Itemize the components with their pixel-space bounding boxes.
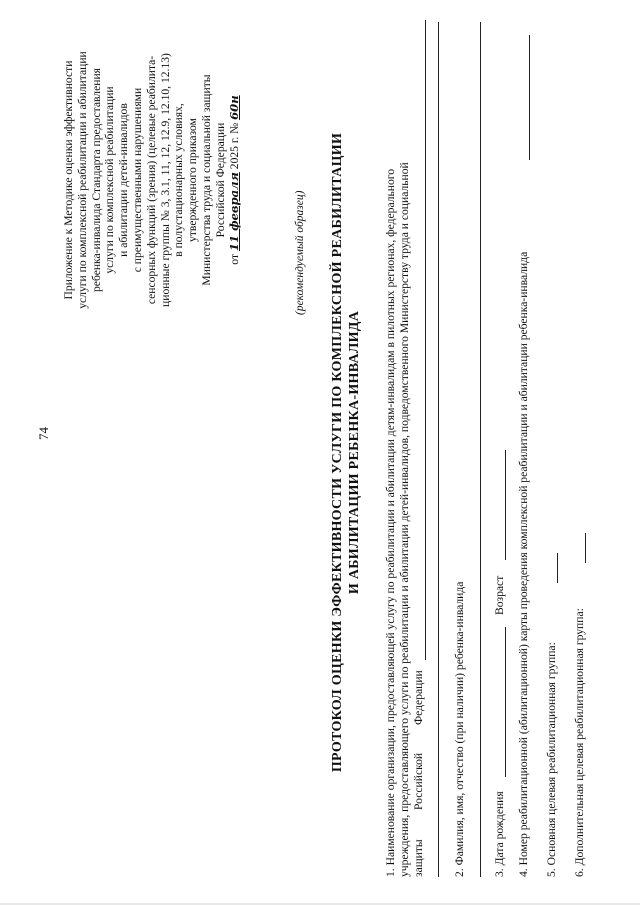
- birthdate-underline: [505, 627, 506, 777]
- item-3-age-label: Возраст: [493, 575, 506, 615]
- handwritten-date: 11 февраля: [226, 172, 241, 252]
- appendix-line: услуги по комплексной реабилитации: [103, 86, 117, 274]
- handwritten-order-number: 60н: [226, 95, 241, 120]
- appendix-line: Министерства труда и социальной защиты: [199, 74, 213, 286]
- item-4-label: 4. Номер реабилитационной (абилитационной) карты проведения комплексной реабилитации и абилитации ребенка-инвалида: [517, 251, 530, 877]
- document-subtitle: И АБИЛИТАЦИИ РЕБЕНКА-ИНВАЛИДА: [347, 310, 362, 595]
- item-6-label: 6. Дополнительная целевая реабилитационная группа:: [573, 608, 586, 877]
- appendix-line: с преимущественными нарушениями: [130, 87, 144, 273]
- item-1-line-1: 1. Наименование организации, предоставляющей услугу по реабилитации и абилитации детям-инвалидам в пилотных регионах, федерального: [384, 168, 397, 877]
- item-2-label: 2. Фамилия, имя, отчество (при наличии) ребенка-инвалида: [453, 581, 466, 877]
- appendix-line: Российской Федерации: [213, 122, 227, 238]
- appendix-line: ционные группы № 3, 3.1, 11, 12, 12.9, 12.10, 12.13): [158, 53, 172, 307]
- item-6-underline: [585, 533, 586, 563]
- date-year: 2025 г. №: [227, 122, 241, 170]
- date-prefix: от: [227, 253, 241, 265]
- page-number: 74: [36, 427, 51, 440]
- appendix-line: Приложение к Методике оценки эффективности: [62, 60, 75, 300]
- age-underline: [505, 450, 506, 560]
- appendix-date-line: [228, 15, 242, 345]
- item-1-underline: [425, 20, 426, 660]
- item-5-label: 5. Основная целевая реабилитационная группа:: [545, 642, 558, 877]
- sample-note: (рекомендуемый образец): [294, 190, 306, 315]
- appendix-line: услуги по комплексной реабилитации и абилитации: [75, 51, 89, 309]
- item-3-birthdate-label: 3. Дата рождения: [493, 791, 506, 877]
- item-1-line-3-defense: защиты: [412, 839, 425, 877]
- appendix-line: и абилитации детей-инвалидов: [117, 103, 131, 257]
- item-1-line-3-federation: Федерации: [412, 670, 425, 725]
- item-1-line-2: учреждения, предоставляющего услуги по реабилитации и абилитации детей-инвалидов, подведомственного Министерству труда и социальной: [398, 162, 411, 877]
- appendix-line: сенсорных функций (зрения) (целевые реабилита-: [144, 55, 158, 305]
- appendix-line: утвержденного приказом: [186, 118, 200, 242]
- appendix-line: в полустационарных условиях,: [172, 103, 186, 257]
- item-1-underline-2: [438, 22, 439, 877]
- appendix-line: ребенка-инвалида Стандарта предоставления: [89, 68, 103, 292]
- document-title: ПРОТОКОЛ ОЦЕНКИ ЭФФЕКТИВНОСТИ УСЛУГИ ПО КОМПЛЕКСНОЙ РЕАБИЛИТАЦИИ: [330, 132, 345, 773]
- item-1-line-3-russian: Российской: [412, 752, 425, 810]
- appendix-header: [62, 15, 241, 345]
- item-4-underline: [529, 35, 530, 160]
- item-5-underline: [557, 553, 558, 583]
- item-2-underline: [480, 22, 481, 877]
